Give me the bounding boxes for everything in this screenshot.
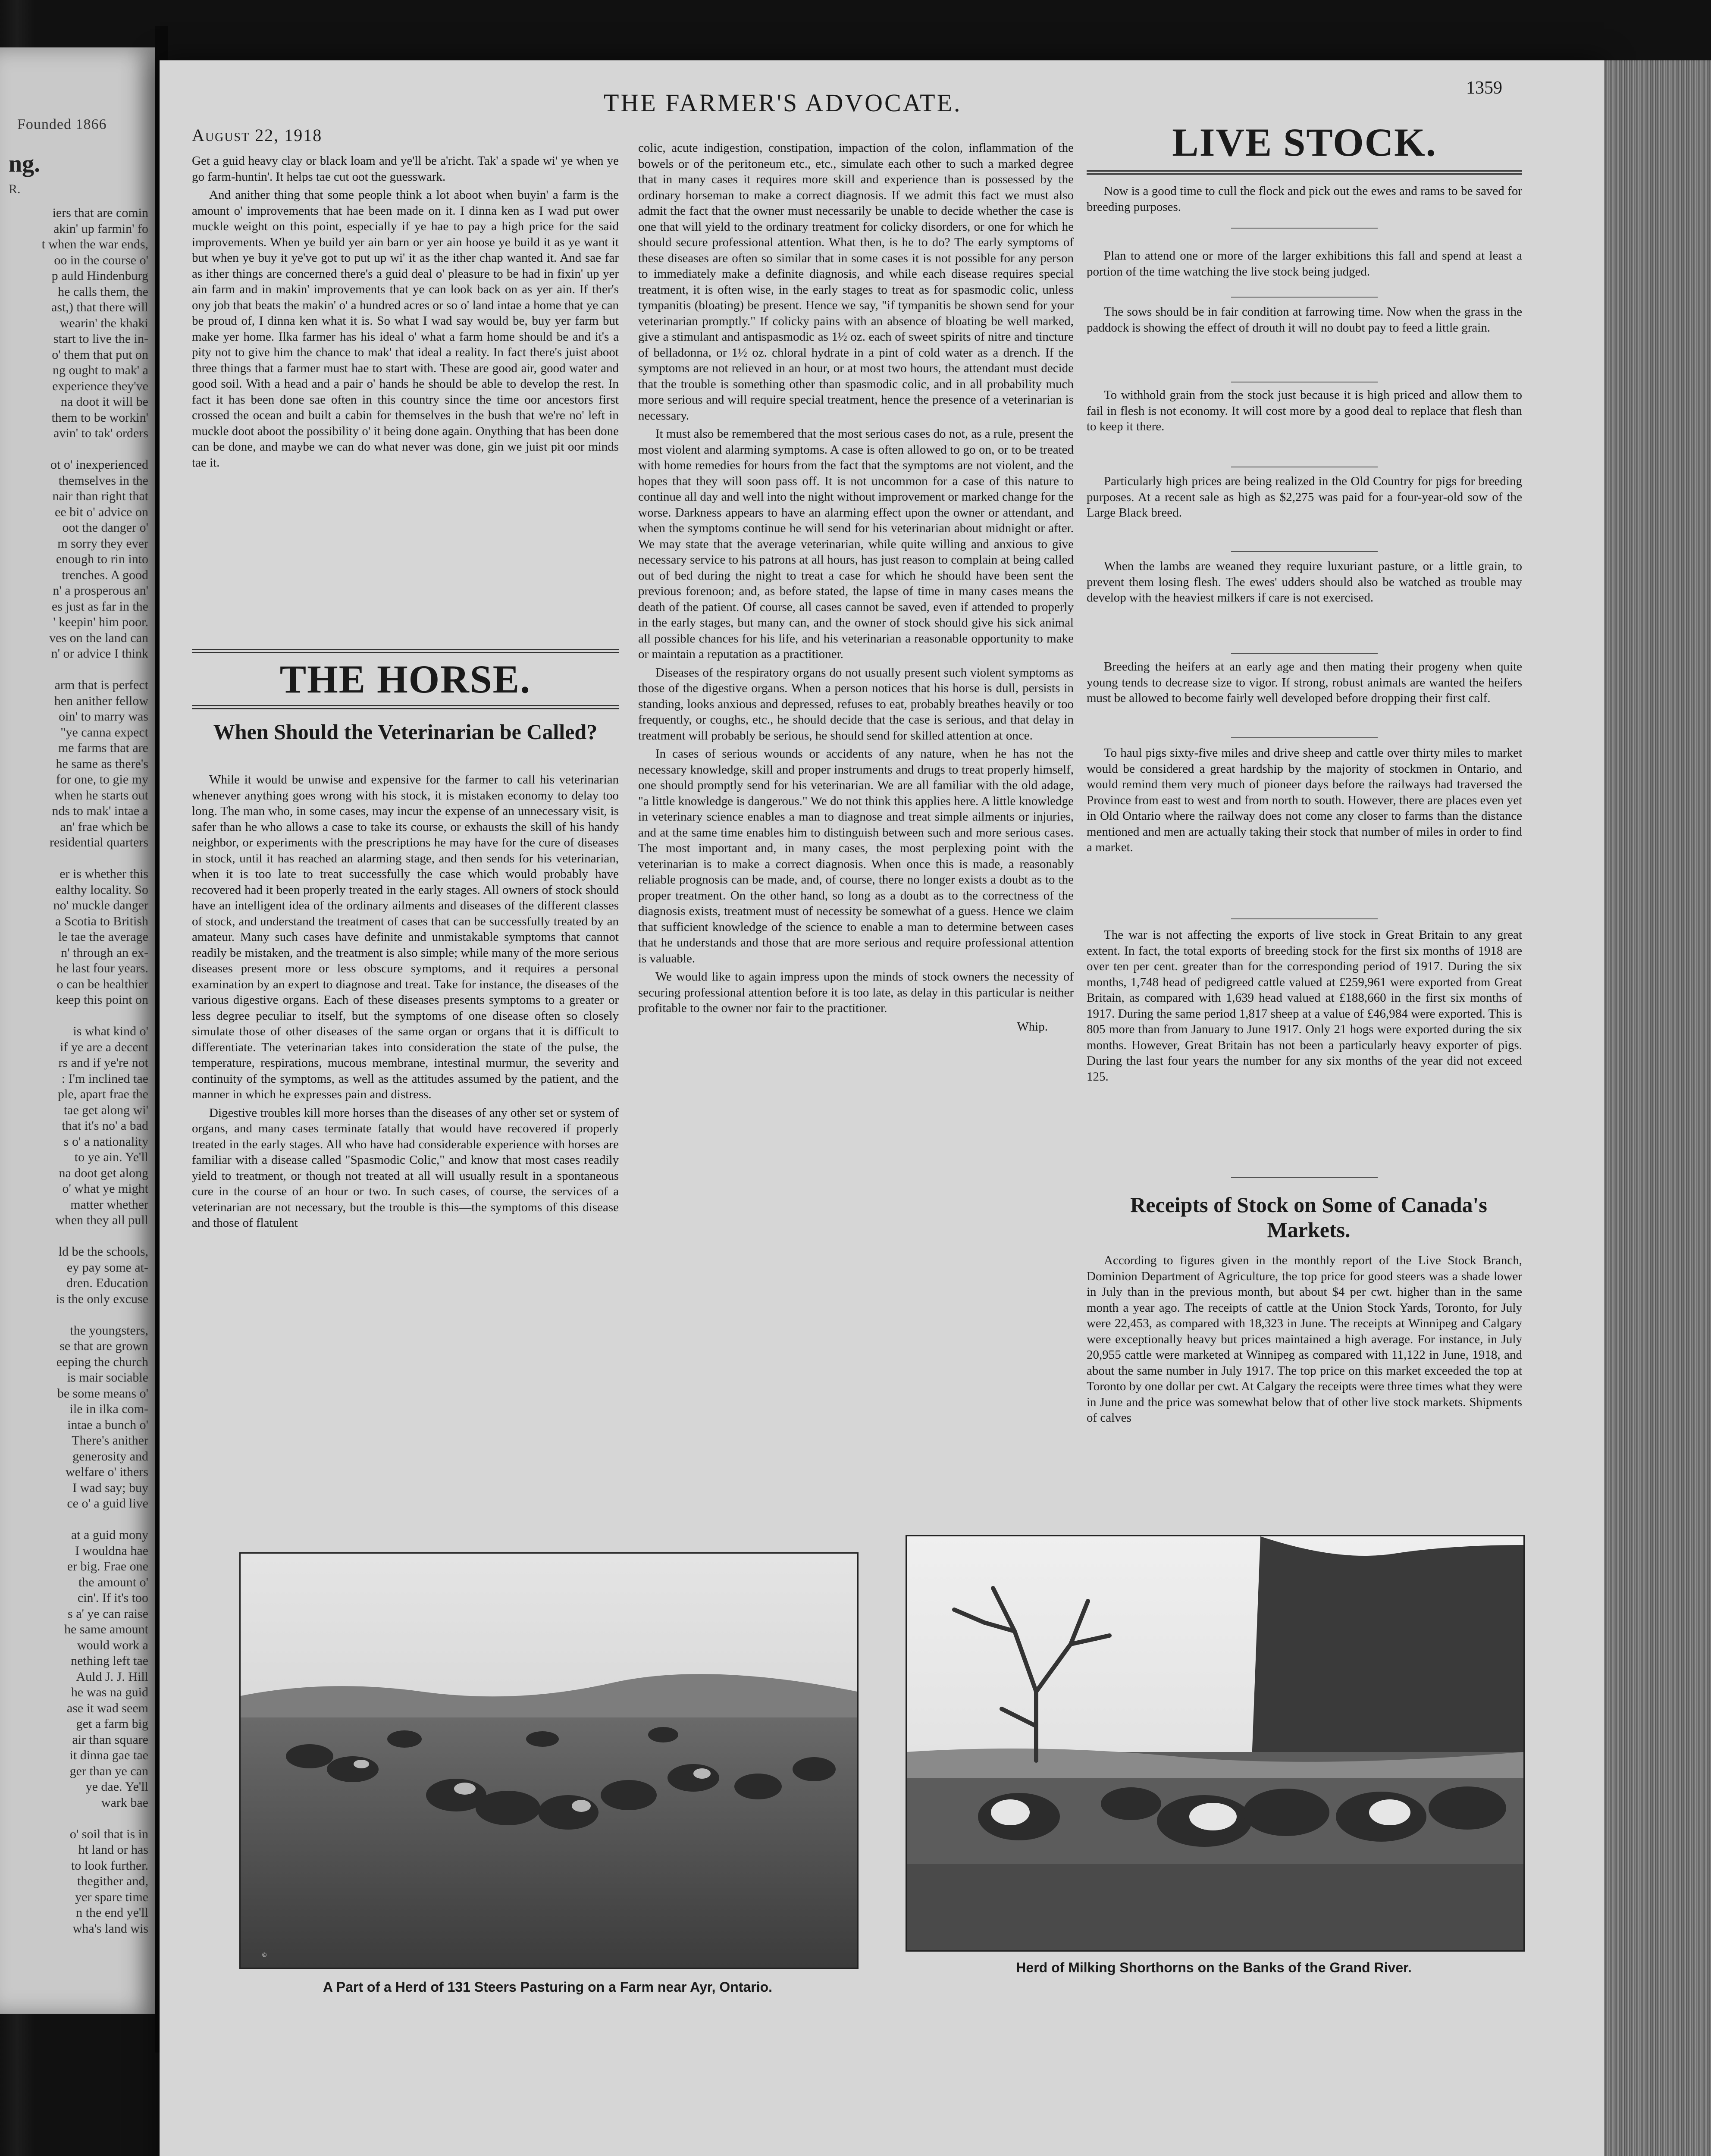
column-1-intro bbox=[192, 153, 619, 473]
left-page-line: ey pay some at- bbox=[66, 1260, 148, 1275]
column-1-article bbox=[192, 772, 619, 1234]
left-page-line: welfare o' ithers bbox=[66, 1465, 148, 1479]
left-page-line bbox=[0, 1008, 155, 1024]
left-page-line: There's anither bbox=[72, 1433, 148, 1448]
left-page-line: se that are grown bbox=[60, 1339, 148, 1353]
left-page-line: wark bae bbox=[101, 1795, 148, 1810]
left-page-line: a Scotia to British bbox=[55, 914, 148, 928]
live-stock-item bbox=[1087, 745, 1522, 856]
left-page-line: akin' up farmin' fo bbox=[53, 221, 148, 236]
paragraph: In cases of serious wounds or accidents of any nature, when he has not the necessary knowledge, skill and proper instruments and drugs to treat properly himself, one should promptly send for his veterinarian. We are all familiar with the old adage, "a little knowledge is dangerous." We do not think this applies here. A little knowledge in veterinary science enables a man to diagnose and treat simple ailments or injuries, and at the same time enables him to distinguish between such and more serious cases. The most important and, in many cases, the most perplexing point with the veterinarian is to make a correct diagnosis. When once this is made, a reasonably reliable prognosis can be made, and, of course, there no longer exists a doubt as to the proper treatment. On the other hand, so long as a doubt as to the correctness of the diagnosis exists, treatment must of necessity be somewhat of a guess. Hence we claim that sufficient knowledge of the science to enable a man to determine between cases that he understands and those that are more serious and require professional attention is valuable. bbox=[638, 747, 1074, 965]
left-page-line: keep this point on bbox=[56, 993, 148, 1007]
left-page-line: ves on the land can bbox=[49, 630, 148, 645]
left-page-line: na doot it will be bbox=[60, 395, 148, 409]
left-page-line: arm that is perfect bbox=[54, 678, 148, 692]
left-page-line: hen anither fellow bbox=[54, 693, 148, 708]
left-page-line: oin' to marry was bbox=[59, 709, 148, 724]
left-page-line: iers that are comin bbox=[52, 206, 148, 220]
column-2-article bbox=[638, 140, 1074, 1034]
left-page-line: n' through an ex- bbox=[61, 945, 148, 960]
photo-steers-pasture bbox=[239, 1552, 859, 1969]
item-separator bbox=[1231, 653, 1378, 654]
left-page-line: er is whether this bbox=[60, 867, 148, 881]
item-separator bbox=[1231, 737, 1378, 738]
left-page-line: if ye are a decent bbox=[60, 1040, 148, 1054]
left-page-line: m sorry they ever bbox=[57, 536, 148, 551]
left-page-line: thegither and, bbox=[77, 1874, 148, 1888]
left-page-line: eeping the church bbox=[56, 1354, 148, 1369]
left-page-line: ger than ye can bbox=[69, 1764, 148, 1778]
left-page-line: start to live the in- bbox=[53, 332, 148, 346]
left-page-byline-fragment: R. bbox=[9, 182, 21, 196]
section-head-live-stock: LIVE STOCK. bbox=[1172, 120, 1437, 164]
left-page-line: at a guid mony bbox=[71, 1528, 148, 1542]
left-page-line: I wad say; buy bbox=[72, 1480, 148, 1495]
left-page-line bbox=[0, 1228, 155, 1244]
left-page-line: it dinna gae tae bbox=[69, 1748, 148, 1762]
paragraph: colic, acute indigestion, constipation, impaction of the colon, inflammation of the bowels or of the peritoneum etc., etc., simulate each other to such a marked degree that in many cases it requires more skill and experience than is possessed by the ordinary horseman to make a correct diagnosis. If we admit this fact we must also admit the fact that the owner must necessarily be unable to decide whether the case is one that will yield to the ordinary treatment for colicky disorders, or one for which he should secure professional attention. What then, is he to do? The early symptoms of these diseases are often so similar that in some cases it is not possible for any person to immediately make a definite diagnosis, and while each disease requires special treatment, it is often wise, in the early stages to treat as for spasmodic colic, unless tympanitis (bloating) be present. Hence we say, "if tympanitis be shown send for your veterinarian promptly." If colicky pains with an absence of bloating be well marked, give a stimulant and antispasmodic as 1½ oz. each of sweet spirits of nitre and tincture of belladonna, or 1½ oz. chloral hydrate in a pint of cold water as a drench. If the symptoms are not relieved in an hour, or at most two hours, the attendant must decide that the trouble is something other than spasmodic colic, and in all probability much more serious and will require special treatment, hence the presence of a veterinarian is necessary. bbox=[638, 141, 1074, 423]
receipts-article bbox=[1087, 1253, 1522, 1426]
paragraph: Get a guid heavy clay or black loam and ye'll be a'richt. Tak' a spade wi' ye when ye go farm-huntin'. It helps tae cut oot the guesswark. bbox=[192, 154, 619, 184]
left-page-line: the youngsters, bbox=[70, 1323, 148, 1338]
left-page-line: ye dae. Ye'll bbox=[85, 1780, 148, 1794]
left-page-line: Auld J. J. Hill bbox=[76, 1669, 148, 1684]
live-stock-item bbox=[1087, 927, 1522, 1084]
left-page-line: dren. Education bbox=[66, 1276, 148, 1290]
item-separator bbox=[1231, 297, 1378, 298]
left-facing-page bbox=[0, 47, 155, 2014]
live-stock-item bbox=[1087, 304, 1522, 335]
left-page-line: o' what ye might bbox=[62, 1181, 148, 1196]
photo-steers-image bbox=[241, 1554, 857, 1968]
left-page-line: ce o' a guid live bbox=[67, 1496, 148, 1510]
paragraph: While it would be unwise and expensive for the farmer to call his veterinarian whenever anything goes wrong with his stock, it is mistaken economy to delay too long. The man who, in some cases, may incur the expense of an unnecessary visit, is safer than he who allows a case to take its course, or exhausts the skill of his handy neighbor, or experiments with the prescriptions he may have for the cure of diseases in stock, until it has reached an alarming stage, and then sends for his veterinarian, when it is too late to treat successfully the case which would probably have recovered had it been properly treated in the early stages. All owners of stock should have an intelligent idea of the ordinary ailments and diseases of the different classes of stock, and understand the treatment of cases that can be successfully treated by an amateur. Many such cases have definite and unmistakable symptoms that cannot readily be mistaken, and the treatment is also simple; while many of the more serious diseases present more or less obscure symptoms, and it requires a personal examination by an expert to diagnose and treat. Take for instance, the diseases of the various digestive organs. Each of these diseases presents symptoms to a greater or less degree peculiar to itself, but the symptoms of one disease often so closely simulate those of other diseases of the same organ or organs that it is difficult to differentiate. The veterinarian takes into consideration the state of the pulse, the temperature, respirations, mucous membrane, intestinal murmur, the severity and continuity of the symptoms, as well as the attitudes assumed by the patient, and the manner in which he expresses pain and distress. bbox=[192, 773, 619, 1101]
left-page-line: an' frae which be bbox=[60, 819, 148, 834]
left-page-line: be some means o' bbox=[57, 1386, 148, 1401]
left-page-line: ple, apart frae the bbox=[58, 1087, 148, 1101]
left-page-line: tae get along wi' bbox=[63, 1103, 148, 1117]
left-page-line: intae a bunch o' bbox=[67, 1417, 148, 1432]
left-page-line: na doot get along bbox=[59, 1166, 148, 1180]
left-page-line: the amount o' bbox=[78, 1575, 148, 1589]
left-page-line: is mair sociable bbox=[67, 1370, 148, 1385]
live-stock-item bbox=[1087, 183, 1522, 215]
live-stock-item bbox=[1087, 387, 1522, 435]
left-page-line: nair than right that bbox=[52, 489, 148, 503]
left-page-line: themselves in the bbox=[58, 473, 148, 488]
left-page-line: p auld Hindenburg bbox=[51, 269, 148, 283]
left-page-line: matter whether bbox=[70, 1197, 148, 1212]
left-page-line: I wouldna hae bbox=[75, 1543, 148, 1558]
left-page-line: is the only excuse bbox=[56, 1291, 148, 1306]
left-page-line: oo in the course o' bbox=[54, 253, 148, 267]
left-page-line: t when the war ends, bbox=[41, 237, 148, 251]
left-page-line: er big. Frae one bbox=[67, 1559, 148, 1573]
live-stock-item bbox=[1087, 659, 1522, 706]
left-page-line: wha's land wis bbox=[72, 1921, 148, 1936]
article-text: According to figures given in the monthly report of the Live Stock Branch, Dominion Department of Agriculture, the top price for good steers was a shade lower in July than in the previous month, but about $4 per cwt. higher than in the same month a year ago. The receipts of cattle at the Union Stock Yards, Toronto, for July were 22,453, as compared with 18,323 in June. The receipts at Winnipeg and Calgary were exceptionally heavy but prices maintained a high average. For instance, in July 20,955 cattle were marketed at Winnipeg as compared with 11,122 in June, 1918, and about the same number in July 1917. The top price on this market exceeded the top at Toronto by one dollar per cwt. At Calgary the receipts were three times what they were in June and the price was somewhat below that of other live stock markets. Shipments of calves bbox=[1087, 1253, 1522, 1425]
left-page-line: get a farm big bbox=[76, 1717, 148, 1731]
left-page-line: experience they've bbox=[52, 379, 148, 393]
left-page-line: ld be the schools, bbox=[58, 1244, 148, 1259]
paragraph: Digestive troubles kill more horses than the diseases of any other set or system of organs, and many cases terminate fatally that would have recovered if properly treated in the early stages. All who have had considerable experience with horses are familiar with a disease called "Spasmodic Colic," and know that most cases readily yield to treatment, or though not treated at all will usually result in a spontaneous cure in the course of an hour or two. In such cases, of course, the services of a veterinarian are not necessary, but the trouble is this—the symptoms of this disease and those of flatulent bbox=[192, 1106, 619, 1230]
left-page-line: n' or advice I think bbox=[51, 646, 148, 661]
item-text: The sows should be in fair condition at farrowing time. Now when the grass in the paddock is showing the effect of drouth it will no doubt pay to feed a little grain. bbox=[1087, 305, 1522, 335]
left-page-line: me farms that are bbox=[58, 741, 148, 755]
page-number: 1359 bbox=[1466, 78, 1502, 98]
left-page-line: enough to rin into bbox=[56, 552, 148, 566]
section-head-horse: THE HORSE. bbox=[279, 657, 531, 701]
item-text: The war is not affecting the exports of live stock in Great Britain to any great extent. In fact, the total exports of breeding stock for the first six months of 1918 are over ten per cent. greater than for the corresponding period of 1917. During the six months, 1,748 head of pedigreed cattle valued at £259,961 were exported from Great Britain, as compared with 1,639 head valued at £188,660 in the first six months of 1917. During the same period 1,817 sheep at a value of £46,984 were exported. This is 805 more than from January to June 1917. Only 21 hogs were exported during the six months. However, Great Britain has not been a particularly heavy exporter of pigs. During the last four years the number for any six months of the year did not exceed 125. bbox=[1087, 928, 1522, 1084]
left-page-line: s a' ye can raise bbox=[68, 1606, 148, 1621]
paragraph: Diseases of the respiratory organs do not usually present such violent symptoms as those of the digestive organs. When a person notices that his horse is dull, persists in standing, looks anxious and depressed, refuses to eat, probably breathes heavily or too frequently, or coughs, etc., he should decide that the case is serious, and that delay in treatment will probably be serious, he should send for skilled attention at once. bbox=[638, 665, 1074, 743]
signature: Whip. bbox=[1017, 1019, 1048, 1034]
left-page-line bbox=[0, 1512, 155, 1528]
left-page-line: he was na guid bbox=[71, 1685, 148, 1699]
paragraph: It must also be remembered that the most serious cases do not, as a rule, present the most violent and alarming symptoms. A case is often allowed to go on, or to be treated with home remedies for hours from the fact that the symptoms are not violent, and the hopes that they will soon pass off. It is not uncommon for a case of this nature to continue all day and well into the night without improvement or marked change for the worse. Darkness appears to have an alarming effect upon the owner or attendant, and when the symptoms continue he will send for his veterinarian about midnight or after. We may state that the average veterinarian, while quite willing and anxious to give necessary service to his patrons at all hours, has just reason to complain at being called out of bed during the night to treat a case for which he should have been sent the previous forenoon; and, as before stated, the lapse of time in many cases means the death of the patient. Of course, all cases cannot be saved, even if attended to properly in the early stages, but many can, and the owner of stock should give his sick animal all possible chances for his life, and his veterinarian a reasonable opportunity to make or maintain a reputation as a practitioner. bbox=[638, 427, 1074, 661]
item-text: Now is a good time to cull the flock and pick out the ewes and rams to be saved for breeding purposes. bbox=[1087, 184, 1522, 214]
left-page-line: to look further. bbox=[71, 1858, 148, 1873]
left-page-line: them to be workin' bbox=[51, 410, 148, 425]
left-page-line: wearin' the khaki bbox=[60, 316, 148, 330]
left-page-line: residential quarters bbox=[49, 835, 148, 849]
left-page-header: Founded 1866 bbox=[17, 116, 107, 132]
left-page-line: oot the danger o' bbox=[62, 520, 148, 535]
left-page-line: s o' a nationality bbox=[63, 1134, 148, 1149]
left-page-line: would work a bbox=[77, 1638, 148, 1652]
section-rule-bottom bbox=[192, 705, 619, 709]
item-text: Breeding the heifers at an early age and then mating their progeny when quite young tends to decrease size to vigor. If strong, robust animals are wanted the heifers must be allowed to become fairly well developed before dropping their first calf. bbox=[1087, 660, 1522, 705]
page-edges bbox=[1604, 60, 1711, 2156]
left-page-line: generosity and bbox=[72, 1449, 148, 1463]
article-title-receipts: Receipts of Stock on Some of Canada's Markets. bbox=[1130, 1193, 1487, 1242]
article-title-veterinarian: When Should the Veterinarian be Called? bbox=[213, 720, 598, 744]
running-head-date: August 22, 1918 bbox=[192, 125, 323, 145]
left-page-line: air than square bbox=[72, 1732, 148, 1747]
left-page-line: o' them that put on bbox=[52, 347, 148, 362]
left-page-line bbox=[0, 1307, 155, 1323]
left-page-line: he last four years. bbox=[56, 961, 148, 975]
photo-credit-1: © bbox=[262, 1951, 267, 1958]
left-page-line: ot o' inexperienced bbox=[50, 458, 148, 472]
item-text: Plan to attend one or more of the larger exhibitions this fall and spend at least a portion of the time watching the live stock being judged. bbox=[1087, 249, 1522, 279]
left-page-line: n the end ye'll bbox=[76, 1905, 148, 1920]
left-page-line: when they all pull bbox=[55, 1213, 148, 1227]
left-page-line: o' soil that is in bbox=[69, 1827, 148, 1841]
left-page-line: ' keepin' him poor. bbox=[53, 615, 148, 629]
paragraph: And anither thing that some people think a lot aboot when buyin' a farm is the amount o' improvements that hae been made on it. I dinna ken as I wad put ower muckle weight on this point, especially if ye hae to pay a high price for the said improvements. When ye build yer ain barn or yer ain hoose ye build it as ye want it but when ye buy it ye've got to put up wi' it as the ither chap wanted it. And sae far as ither things are concerned there's a guid deal o' pleasure to be had in fixin' up yer ain farm and in makin' improvements that ye can look back on as yer ain. If ther's ony job that beats the makin' o' a hundred acres or so o' land intae a home that ye can be proud of, I dinna ken what it is. So what I wad say would be, buy yer farm but make yer home. Ilka farmer has his ideal o' what a farm home should be and it's a pity not to give him the chance to mak' that ideal a reality. In fact there's juist aboot three things that a farmer must hae to start with. These are good air, good water and good soil. With a head and a pair o' hands he should be able to develop the rest. In fact it has been done sae often in this country since the time oor ancestors first crossed the ocean and built a cabin for themselves in the bush that we're no' left in muckle doot aboot the possibility o' it being done again. Onything that has been done can be done, and maybe we can do what never was done, gin we juist pit oor minds tae it. bbox=[192, 188, 619, 470]
item-text: To haul pigs sixty-five miles and drive sheep and cattle over thirty miles to market would be considered a great hardship by the majority of stockmen in Ontario, and would remind them very much of pioneer days before the railways had traversed the Province from east to west and from north to south. However, there are places even yet in Old Ontario where the railway does not come any closer to farms than the distance mentioned and men are actually taking their stock that number of miles in order to find a market. bbox=[1087, 746, 1522, 854]
left-page-line: "ye canna expect bbox=[60, 725, 148, 740]
section-rule-top bbox=[192, 649, 619, 653]
item-separator bbox=[1231, 918, 1378, 919]
left-page-line: that it's no' a bad bbox=[62, 1119, 148, 1133]
left-page-line: when he starts out bbox=[54, 788, 148, 802]
live-stock-item bbox=[1087, 558, 1522, 606]
left-page-line: nething left tae bbox=[71, 1654, 148, 1668]
left-page-line bbox=[0, 442, 155, 458]
left-page-line: he same as there's bbox=[56, 756, 148, 771]
left-page-line: ase it wad seem bbox=[66, 1701, 148, 1715]
left-page-line: is what kind o' bbox=[73, 1024, 148, 1038]
section-rule-live-stock bbox=[1087, 170, 1522, 175]
photo-shorthorns-image bbox=[907, 1536, 1523, 1950]
left-page-line: he same amount bbox=[64, 1622, 148, 1636]
item-text: Particularly high prices are being realized in the Old Country for pigs for breeding purposes. At a recent sale as high as $2,275 was paid for a four-year-old sow of the Large Black breed. bbox=[1087, 474, 1522, 520]
caption-steers: A Part of a Herd of 131 Steers Pasturing on a Farm near Ayr, Ontario. bbox=[323, 1979, 773, 1995]
left-page-line: : I'm inclined tae bbox=[61, 1071, 148, 1086]
left-page-line: ast,) that there will bbox=[51, 300, 148, 314]
caption-shorthorns: Herd of Milking Shorthorns on the Banks of the Grand River. bbox=[1016, 1960, 1412, 1975]
left-page-line: trenches. A good bbox=[62, 567, 148, 582]
item-separator bbox=[1231, 551, 1378, 552]
left-page-line: he calls them, the bbox=[58, 284, 148, 299]
item-separator bbox=[1231, 228, 1378, 229]
left-page-heading-fragment: ng. bbox=[9, 150, 41, 177]
paragraph: We would like to again impress upon the minds of stock owners the necessity of securing professional attention before it is too late, as delay in this particular is neither profitable to the owner nor fair to the practitioner. bbox=[638, 970, 1074, 1015]
left-page-line: es just as far in the bbox=[51, 599, 148, 614]
left-page-line: avin' to tak' orders bbox=[53, 426, 148, 440]
left-page-line: ee bit o' advice on bbox=[55, 505, 148, 519]
left-page-line bbox=[0, 662, 155, 678]
photo-shorthorns-river bbox=[906, 1535, 1525, 1952]
left-page-line: o can be healthier bbox=[56, 977, 148, 991]
left-page-line: nds to mak' intae a bbox=[52, 804, 148, 818]
item-separator bbox=[1231, 1177, 1378, 1178]
left-page-line: ile in ilka com- bbox=[69, 1402, 148, 1416]
item-text: To withhold grain from the stock just because it is high priced and allow them to fail in flesh is not economy. It will cost more by a good deal to replace that flesh than to keep it there. bbox=[1087, 388, 1522, 433]
left-page-line bbox=[0, 1811, 155, 1827]
left-page-line: ng ought to mak' a bbox=[52, 363, 148, 377]
left-page-line: ht land or has bbox=[78, 1843, 148, 1857]
item-text: When the lambs are weaned they require luxuriant pasture, or a little grain, to prevent them losing flesh. The ewes' udders should also be watched as trouble may develop with the heaviest milkers if care is not exercised. bbox=[1087, 559, 1522, 605]
left-page-line: rs and if ye're not bbox=[58, 1056, 148, 1070]
running-head-title: THE FARMER'S ADVOCATE. bbox=[604, 89, 962, 117]
left-page-line: le tae the average bbox=[58, 930, 148, 944]
left-page-line: for one, to gie my bbox=[56, 772, 148, 787]
left-page-line bbox=[0, 851, 155, 867]
left-page-line: cin'. If it's too bbox=[77, 1591, 148, 1605]
left-page-line: no' muckle danger bbox=[53, 898, 148, 912]
live-stock-item bbox=[1087, 248, 1522, 279]
left-page-line: to ye ain. Ye'll bbox=[74, 1150, 148, 1164]
left-page-line: n' a prosperous an' bbox=[53, 583, 148, 598]
left-page-line: ealthy locality. So bbox=[55, 882, 148, 897]
live-stock-item bbox=[1087, 473, 1522, 521]
left-page-line: yer spare time bbox=[75, 1890, 148, 1904]
left-page-text-lines bbox=[0, 205, 155, 1937]
